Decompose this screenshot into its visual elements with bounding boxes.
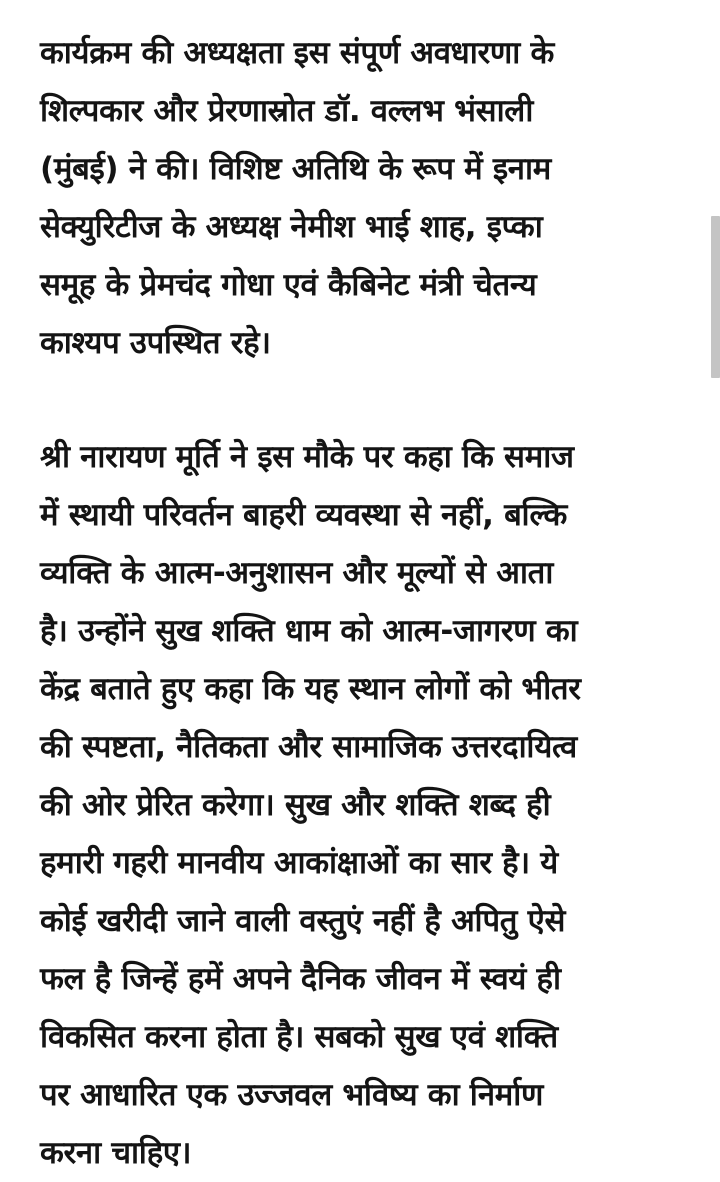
text-line: सेक्युरिटीज के अध्यक्ष नेमीश भाई शाह, इप्का [40,209,543,245]
text-line: काश्यप उपस्थित रहे। [40,325,271,361]
text-line: समूह के प्रेमचंद गोधा एवं कैबिनेट मंत्री चेतन्य [40,267,537,303]
text-line: कोई खरीदी जाने वाली वस्तुएं नहीं है अपितु ऐसे [40,903,566,939]
paragraph-attendees [40,24,680,372]
text-line: कार्यक्रम की अध्यक्षता इस संपूर्ण अवधारणा के [40,35,554,71]
text-line: है। उन्होंने सुख शक्ति धाम को आत्म-जागरण का [40,613,578,649]
text-line: (मुंबई) ने की। विशिष्ट अतिथि के रूप में इनाम [40,151,551,187]
text-line: की स्पष्टता, नैतिकता और सामाजिक उत्तरदायित्व [40,729,577,765]
text-line: फल है जिन्हें हमें अपने दैनिक जीवन में स्वयं ही [40,961,561,997]
text-line: पर आधारित एक उज्जवल भविष्य का निर्माण [40,1077,544,1113]
paragraph-speech [40,428,680,1182]
text-line: में स्थायी परिवर्तन बाहरी व्यवस्था से नहीं, बल्कि [40,497,568,533]
paragraph-spacer [40,372,680,428]
text-line: श्री नारायण मूर्ति ने इस मौके पर कहा कि समाज [40,439,574,475]
text-line: की ओर प्रेरित करेगा। सुख और शक्ति शब्द ही [40,787,551,823]
text-line: हमारी गहरी मानवीय आकांक्षाओं का सार है। ये [40,845,558,881]
scrollbar-thumb[interactable] [711,216,720,378]
text-line: केंद्र बताते हुए कहा कि यह स्थान लोगों को भीतर [40,671,581,707]
text-line: व्यक्ति के आत्म-अनुशासन और मूल्यों से आता [40,555,554,591]
article-body [40,24,680,1182]
text-line: विकसित करना होता है। सबको सुख एवं शक्ति [40,1019,558,1055]
text-line: करना चाहिए। [40,1135,192,1171]
text-line: शिल्पकार और प्रेरणास्रोत डॉ. वल्लभ भंसाली [40,93,534,129]
